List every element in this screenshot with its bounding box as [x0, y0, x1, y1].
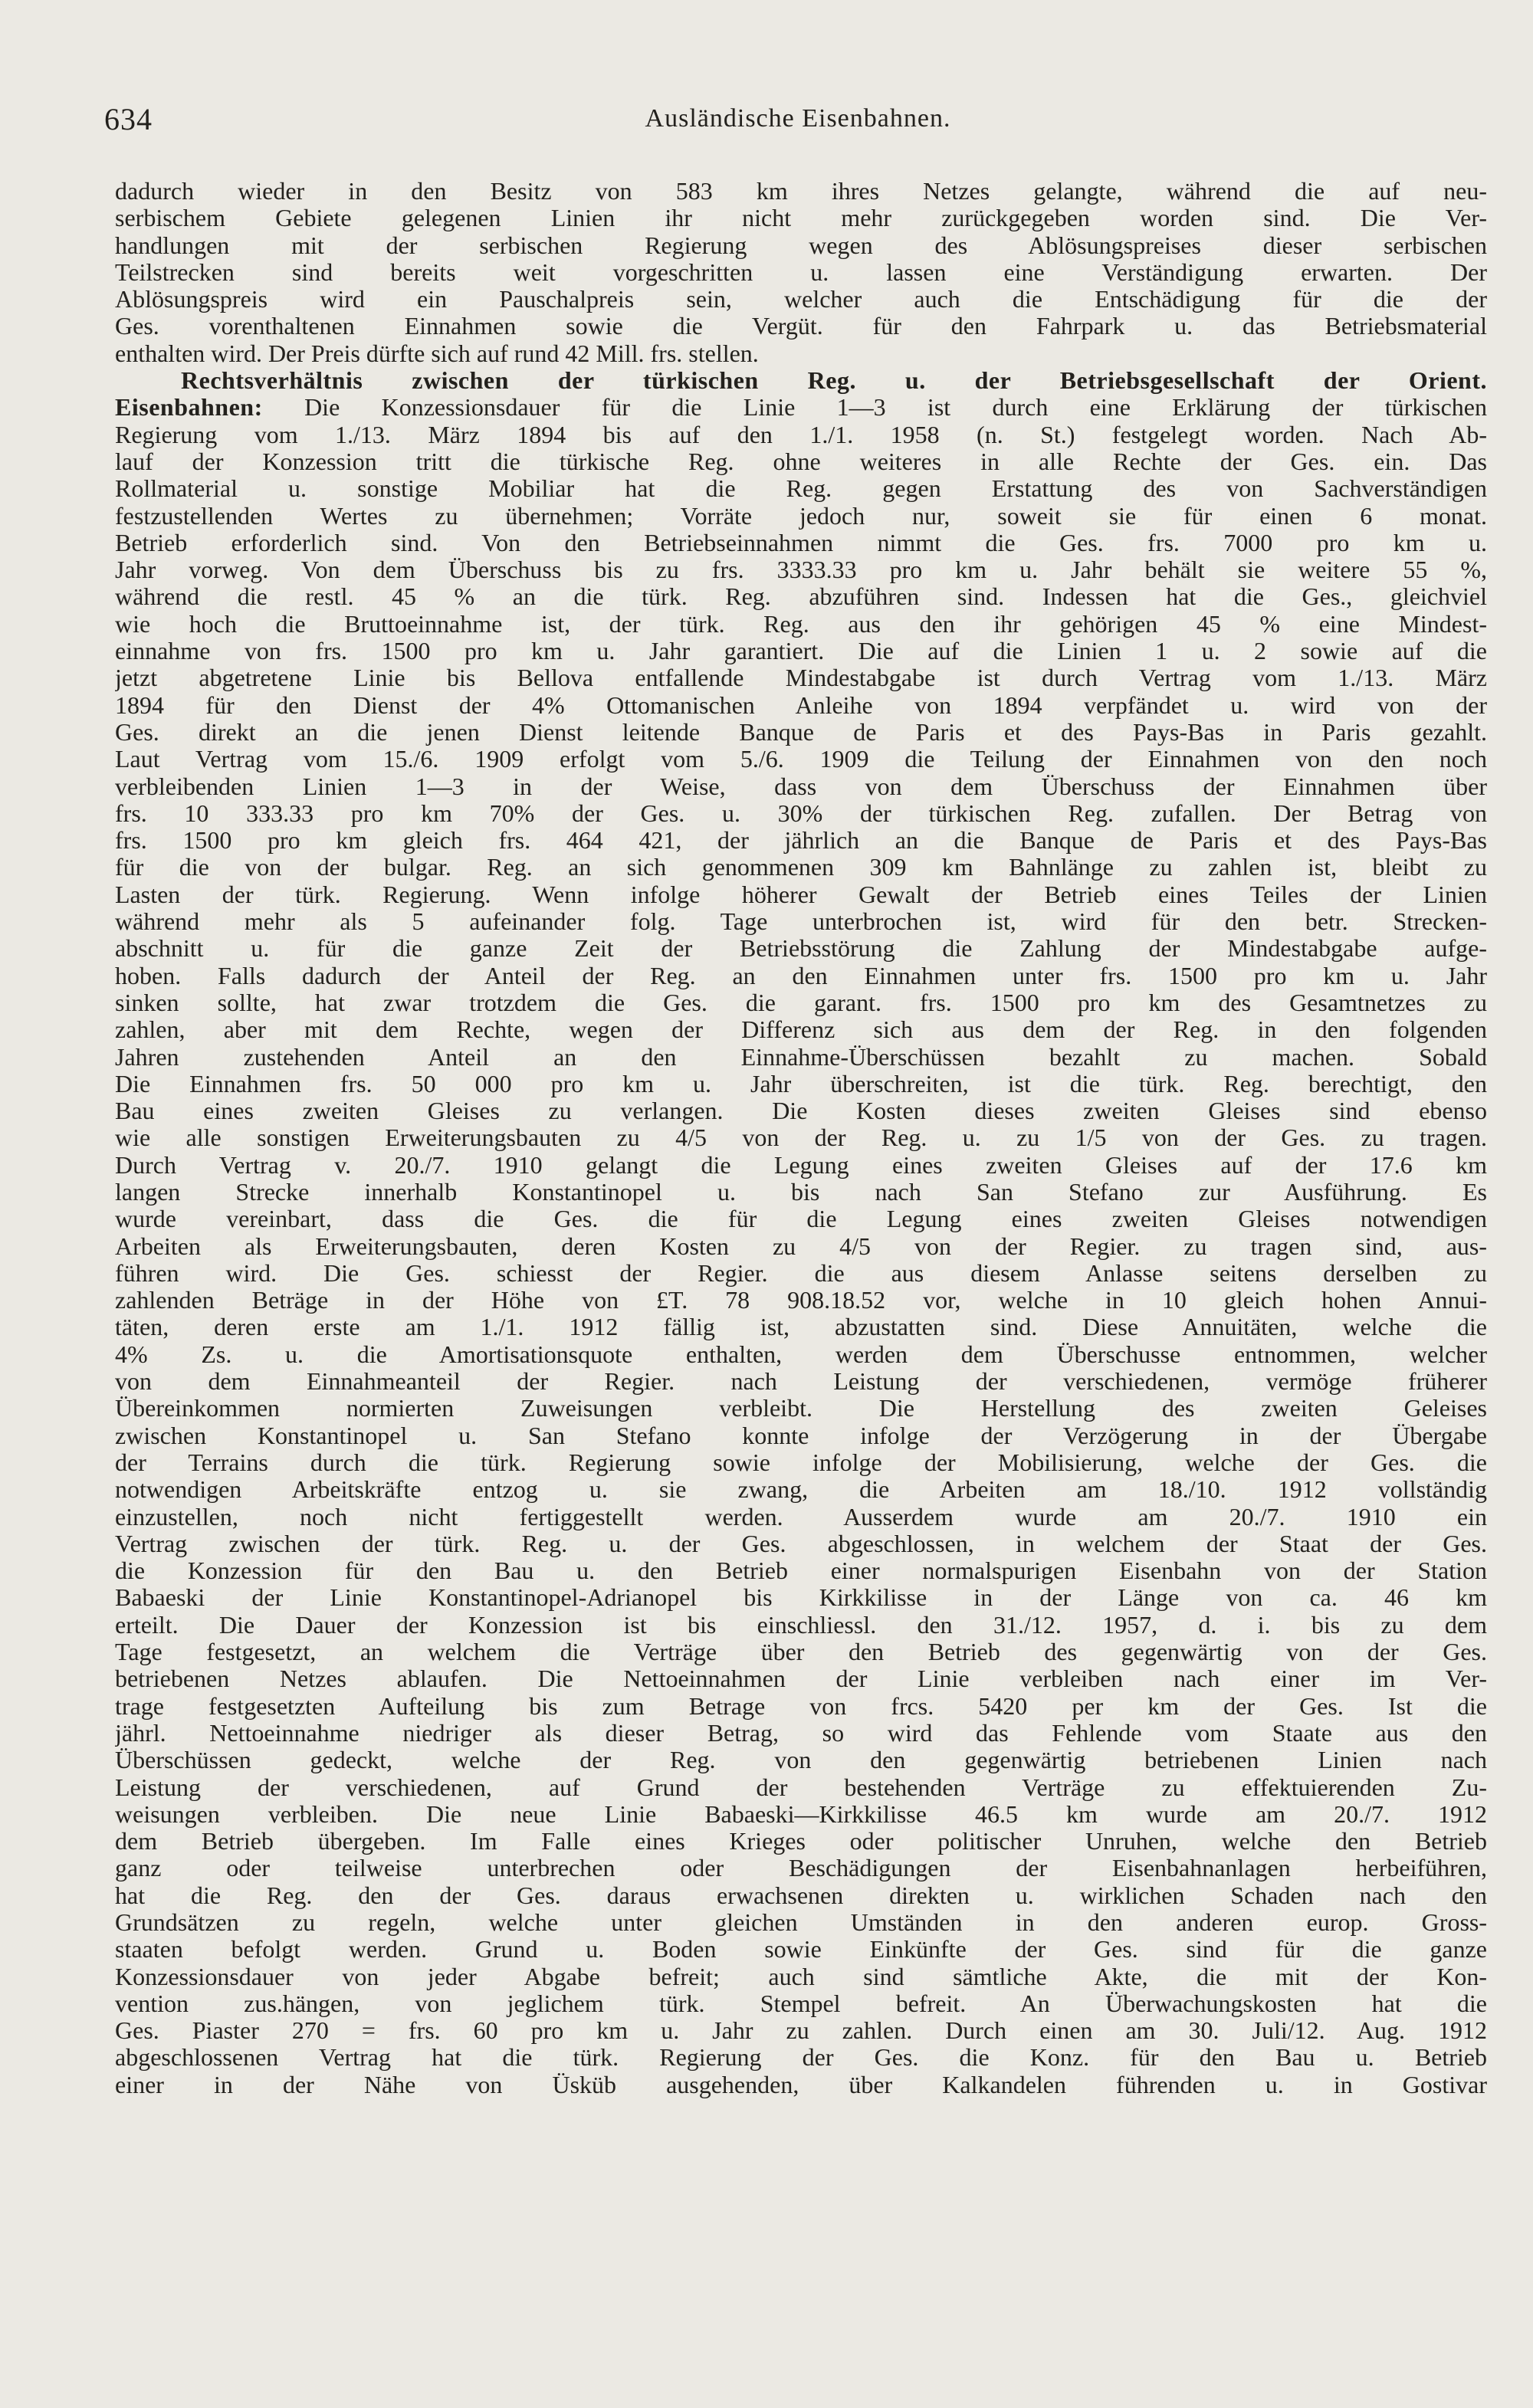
page-number: 634: [104, 102, 153, 136]
text-line: die Konzession für den Bau u. den Betrieb einer normalspurigen Eisenbahn von der Station: [115, 1557, 1487, 1585]
text-line: [115, 2098, 1487, 2125]
text-line: während die restl. 45 % an die türk. Reg. abzuführen sind. Indessen hat die Ges., gleichviel: [115, 583, 1487, 611]
text-line: hat die Reg. den der Ges. daraus erwachsenen direkten u. wirklichen Schaden nach den: [115, 1881, 1487, 1909]
text-line: Jahr vorweg. Von dem Überschuss bis zu frs. 3333.33 pro km u. Jahr behält sie weitere 55 %,: [115, 556, 1487, 584]
text-line: trage festgesetzten Aufteilung bis zum Betrage von frcs. 5420 per km der Ges. Ist die: [115, 1692, 1487, 1720]
text-line: lauf der Konzession tritt die türkische Reg. ohne weiteres in alle Rechte der Ges. ein. Das: [115, 448, 1487, 475]
text-line: dadurch wieder in den Besitz von 583 km ihres Netzes gelangte, während die auf neu-: [115, 178, 1487, 205]
text-line: frs. 1500 pro km gleich frs. 464 421, der jährlich an die Banque de Paris et des Pays-Bas: [115, 827, 1487, 855]
text-line: Leistung der verschiedenen, auf Grund der bestehenden Verträge zu effektuierenden Zu-: [115, 1773, 1487, 1801]
text-line: notwendigen Arbeitskräfte entzog u. sie zwang, die Arbeiten am 18./10. 1912 vollständig: [115, 1476, 1487, 1504]
text-line: jetzt abgetretene Linie bis Bellova entfallende Mindestabgabe ist durch Vertrag vom 1./13. März: [115, 664, 1487, 692]
text-line: Die Einnahmen frs. 50 000 pro km u. Jahr überschreiten, ist die türk. Reg. berechtigt, den: [115, 1070, 1487, 1097]
text-line: Übereinkommen normierten Zuweisungen verbleibt. Die Herstellung des zweiten Geleises: [115, 1395, 1487, 1422]
text-line: abgeschlossenen Vertrag hat die türk. Regierung der Ges. die Konz. für den Bau u. Betrieb: [115, 2044, 1487, 2072]
text-line: Laut Vertrag vom 15./6. 1909 erfolgt vom 5./6. 1909 die Teilung der Einnahmen von den noch: [115, 746, 1487, 773]
text-line: festzustellenden Wertes zu übernehmen; Vorräte jedoch nur, soweit sie für einen 6 monat.: [115, 502, 1487, 530]
text-line: Babaeski der Linie Konstantinopel-Adrianopel bis Kirkkilisse in der Länge von ca. 46 km: [115, 1584, 1487, 1612]
text-line: Betrieb erforderlich sind. Von den Betriebseinnahmen nimmt die Ges. frs. 7000 pro km u.: [115, 529, 1487, 556]
text-line: wurde vereinbart, dass die Ges. die für die Legung eines zweiten Gleises notwendigen: [115, 1206, 1487, 1233]
text-line: täten, deren erste am 1./1. 1912 fällig ist, abzustatten sind. Diese Annuitäten, welche die: [115, 1314, 1487, 1341]
text-line: Rollmaterial u. sonstige Mobiliar hat die Reg. gegen Erstattung des von Sachverständigen: [115, 475, 1487, 503]
text-line: einnahme von frs. 1500 pro km u. Jahr garantiert. Die auf die Linien 1 u. 2 sowie auf die: [115, 638, 1487, 665]
text-line: Konzessionsdauer von jeder Abgabe befreit; auch sind sämtliche Akte, die mit der Kon-: [115, 1963, 1487, 1990]
text-line: Ablösungspreis wird ein Pauschalpreis sein, welcher auch die Entschädigung für die der: [115, 286, 1487, 313]
text-line: betriebenen Netzes ablaufen. Die Nettoeinnahmen der Linie verbleiben nach einer im Ver-: [115, 1665, 1487, 1693]
text-line: ganz oder teilweise unterbrechen oder Beschädigungen der Eisenbahnanlagen herbeiführen,: [115, 1855, 1487, 1882]
text-line: wie alle sonstigen Erweiterungsbauten zu 4/5 von der Reg. u. zu 1/5 von der Ges. zu tragen.: [115, 1124, 1487, 1152]
text-line: Bau eines zweiten Gleises zu verlangen. Die Kosten dieses zweiten Gleises sind ebenso: [115, 1097, 1487, 1125]
section-heading: [115, 367, 1487, 394]
text-line: Ges. direkt an die jenen Dienst leitende Banque de Paris et des Pays-Bas in Paris gezahlt.: [115, 718, 1487, 746]
running-head: Ausländische Eisenbahnen.: [645, 104, 951, 133]
text-line: zahlen, aber mit dem Rechte, wegen der Differenz sich aus dem der Reg. in den folgenden: [115, 1016, 1487, 1044]
text-line: abschnitt u. für die ganze Zeit der Betriebsstörung die Zahlung der Mindestabgabe aufge-: [115, 935, 1487, 963]
text-line: einer in der Nähe von Üsküb ausgehenden, über Kalkandelen führenden u. in Gostivar: [115, 2071, 1487, 2098]
text-line: [115, 394, 1487, 421]
text-line: Teilstrecken sind bereits weit vorgeschritten u. lassen eine Verständigung erwarten. Der: [115, 258, 1487, 286]
section-heading-title-cont: Eisenbahnen:: [115, 394, 263, 422]
text-line: weisungen verbleiben. Die neue Linie Babaeski—Kirkkilisse 46.5 km wurde am 20./7. 1912: [115, 1800, 1487, 1828]
text-line: Ges. Piaster 270 = frs. 60 pro km u. Jahr zu zahlen. Durch einen am 30. Juli/12. Aug. 1912: [115, 2017, 1487, 2045]
text-line-content: Die Konzessionsdauer für die Linie 1—3 ist durch eine Erklärung der türkischen: [304, 394, 1487, 422]
page-header: [104, 101, 1492, 147]
text-line: von dem Einnahmeanteil der Regier. nach Leistung der verschiedenen, vermöge früherer: [115, 1368, 1487, 1396]
text-line: sinken sollte, hat zwar trotzdem die Ges. die garant. frs. 1500 pro km des Gesamtnetzes zu: [115, 989, 1487, 1016]
text-line: der Terrains durch die türk. Regierung sowie infolge der Mobilisierung, welche der Ges. die: [115, 1448, 1487, 1476]
text-line: Regierung vom 1./13. März 1894 bis auf den 1./1. 1958 (n. St.) festgelegt worden. Nach Ab-: [115, 421, 1487, 448]
text-line: enthalten wird. Der Preis dürfte sich auf rund 42 Mill. frs. stellen.: [115, 340, 759, 367]
body-text: [115, 178, 1487, 2385]
text-line: führen wird. Die Ges. schiesst der Regier. die aus diesem Anlasse seitens derselben zu: [115, 1259, 1487, 1287]
text-line: für die von der bulgar. Reg. an sich genommenen 309 km Bahnlänge zu zahlen ist, bleibt zu: [115, 854, 1487, 881]
text-line: verbleibenden Linien 1—3 in der Weise, dass von dem Überschuss der Einnahmen über: [115, 773, 1487, 800]
text-line: während mehr als 5 aufeinander folg. Tage unterbrochen ist, wird für den betr. Strecken-: [115, 908, 1487, 936]
text-line: serbischem Gebiete gelegenen Linien ihr nicht mehr zurückgegeben worden sind. Die Ver-: [115, 205, 1487, 232]
text-line: Grundsätzen zu regeln, welche unter gleichen Umständen in den anderen europ. Gross-: [115, 1909, 1487, 1936]
text-line: zahlenden Beträge in der Höhe von £T. 78 908.18.52 vor, welche in 10 gleich hohen Annui-: [115, 1287, 1487, 1314]
text-line: Vertrag zwischen der türk. Reg. u. der Ges. abgeschlossen, in welchem der Staat der Ges.: [115, 1530, 1487, 1557]
text-line: handlungen mit der serbischen Regierung wegen des Ablösungspreises dieser serbischen: [115, 231, 1487, 259]
text-line: 1894 für den Dienst der 4% Ottomanischen Anleihe von 1894 verpfändet u. wird von der: [115, 691, 1487, 719]
text-line: staaten befolgt werden. Grund u. Boden sowie Einkünfte der Ges. sind für die ganze: [115, 1936, 1487, 1963]
text-line: Überschüssen gedeckt, welche der Reg. von den gegenwärtig betriebenen Linien nach: [115, 1747, 1487, 1774]
text-line: Jahren zustehenden Anteil an den Einnahme-Überschüssen bezahlt zu machen. Sobald: [115, 1043, 1487, 1071]
text-line: jährl. Nettoeinnahme niedriger als dieser Betrag, so wird das Fehlende vom Staate aus den: [115, 1719, 1487, 1747]
section-heading-title: Rechtsverhältnis zwischen der türkischen Reg. u. der Betriebsgesellschaft der Orient.: [181, 367, 1487, 395]
text-line: erteilt. Die Dauer der Konzession ist bis einschliessl. den 31./12. 1957, d. i. bis zu dem: [115, 1611, 1487, 1639]
text-line: langen Strecke innerhalb Konstantinopel u. bis nach San Stefano zur Ausführung. Es: [115, 1178, 1487, 1206]
text-line: dem Betrieb übergeben. Im Falle eines Krieges oder politischer Unruhen, welche den Betrieb: [115, 1828, 1487, 1855]
text-line: zwischen Konstantinopel u. San Stefano konnte infolge der Verzögerung in der Übergabe: [115, 1422, 1487, 1449]
text-line: Arbeiten als Erweiterungsbauten, deren Kosten zu 4/5 von der Regier. zu tragen sind, aus-: [115, 1232, 1487, 1260]
text-line: einzustellen, noch nicht fertiggestellt werden. Ausserdem wurde am 20./7. 1910 ein: [115, 1503, 1487, 1530]
text-line: wie hoch die Bruttoeinnahme ist, der türk. Reg. aus den ihr gehörigen 45 % eine Mindest-: [115, 610, 1487, 638]
text-line: 4% Zs. u. die Amortisationsquote enthalten, werden dem Überschusse entnommen, welcher: [115, 1340, 1487, 1368]
text-line: Durch Vertrag v. 20./7. 1910 gelangt die Legung eines zweiten Gleises auf der 17.6 km: [115, 1151, 1487, 1179]
text-line: vention zus.hängen, von jeglichem türk. Stempel befreit. An Überwachungskosten hat die: [115, 1990, 1487, 2017]
text-line: Tage festgesetzt, an welchem die Verträge über den Betrieb des gegenwärtig von der Ges.: [115, 1639, 1487, 1666]
text-line: hoben. Falls dadurch der Anteil der Reg. an den Einnahmen unter frs. 1500 pro km u. Jahr: [115, 962, 1487, 989]
text-line: Lasten der türk. Regierung. Wenn infolge höherer Gewalt der Betrieb eines Teiles der Linien: [115, 881, 1487, 908]
text-line: Ges. vorenthaltenen Einnahmen sowie die Vergüt. für den Fahrpark u. das Betriebsmaterial: [115, 313, 1487, 340]
text-line: frs. 10 333.33 pro km 70% der Ges. u. 30% der türkischen Reg. zufallen. Der Betrag von: [115, 799, 1487, 827]
